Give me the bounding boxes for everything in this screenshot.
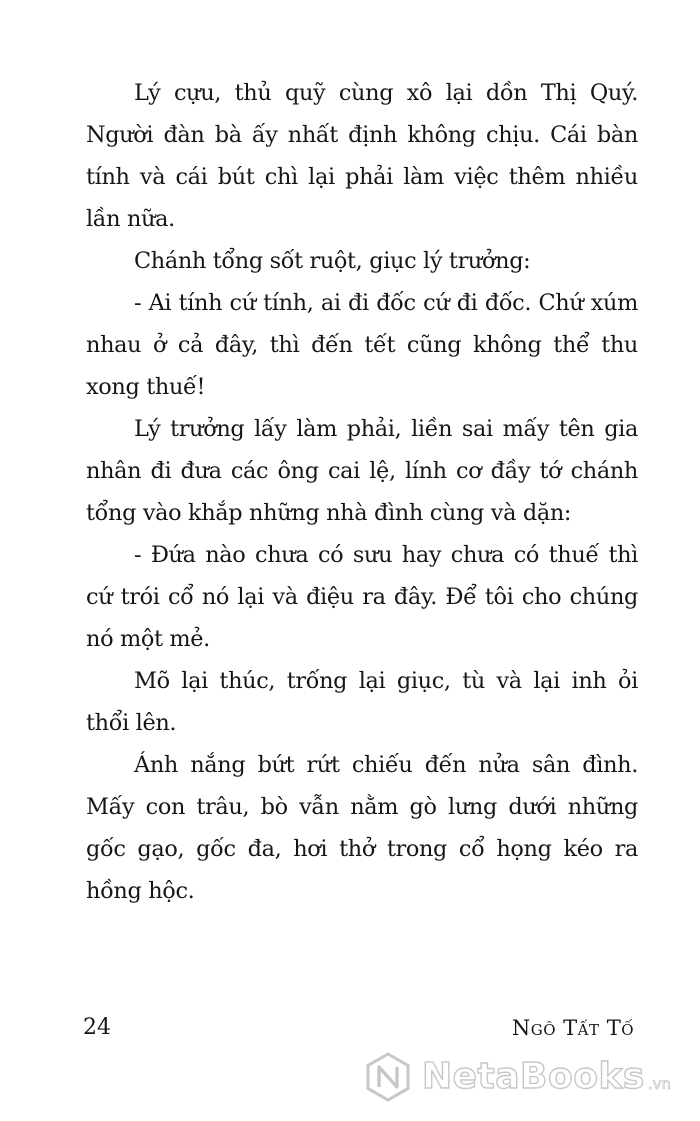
paragraph-7: Ánh nắng bứt rứt chiếu đến nửa sân đình. Mấy con trâu, bò vẫn nằm gò lưng dưới những gốc gạo, gốc đa, hơi thở trong cổ họng kéo ra hồng hộc. (86, 752, 638, 904)
running-footer-author: Ngô Tất Tố (511, 1016, 634, 1040)
body-text (86, 72, 638, 912)
paragraph-4: Lý trưởng lấy làm phải, liền sai mấy tên gia nhân đi đưa các ông cai lệ, lính cơ đầy tớ chánh tổng vào khắp những nhà đình cùng và dặn: (86, 416, 638, 526)
watermark (362, 1051, 671, 1103)
page-number: 24 (83, 1015, 111, 1040)
netabooks-logo-icon (362, 1051, 414, 1103)
watermark-text: NetaBooks (422, 1056, 645, 1097)
paragraph-1: Lý cựu, thủ quỹ cùng xô lại dồn Thị Quý. Người đàn bà ấy nhất định không chịu. Cái bàn tính và cái bút chì lại phải làm việc thêm nhiều lần nữa. (86, 80, 638, 232)
paragraph-6: Mõ lại thúc, trống lại giục, tù và lại inh ỏi thổi lên. (86, 668, 638, 736)
paragraph-2: Chánh tổng sốt ruột, giục lý trưởng: (134, 248, 531, 274)
paragraph-3: - Ai tính cứ tính, ai đi đốc cứ đi đốc. Chứ xúm nhau ở cả đây, thì đến tết cũng không thể thu xong thuế! (86, 290, 638, 400)
watermark-suffix: .vn (647, 1075, 671, 1093)
paragraph-5: - Đứa nào chưa có sưu hay chưa có thuế thì cứ trói cổ nó lại và điệu ra đây. Để tôi cho chúng nó một mẻ. (86, 542, 638, 652)
